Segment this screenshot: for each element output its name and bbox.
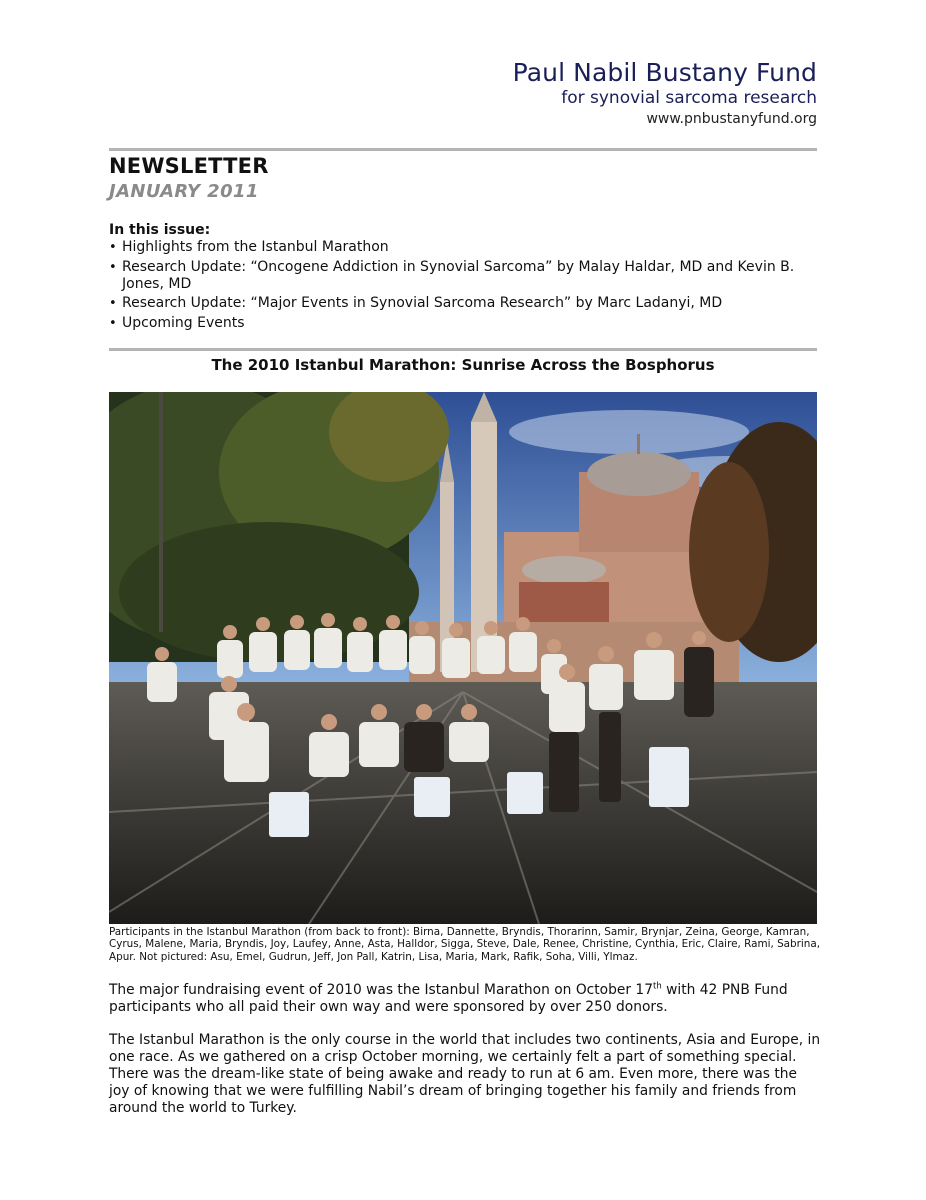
bullet-icon: • bbox=[109, 315, 117, 331]
org-name: Paul Nabil Bustany Fund bbox=[512, 58, 817, 87]
list-item bbox=[109, 315, 809, 332]
issue-item-text: Upcoming Events bbox=[122, 314, 245, 331]
paragraph-text: The major fundraising event of 2010 was the Istanbul Marathon on October 17 bbox=[109, 982, 653, 998]
marathon-group-photo bbox=[109, 392, 817, 924]
list-item bbox=[109, 295, 809, 312]
photo-caption: Participants in the Istanbul Marathon (from back to front): Birna, Dannette, Bryndis, Thorarinn, Samir, Brynjar, Zeina, George, Kamran, Cyrus, Malene, Maria, Bryndis, Joy, Laufey, Anne, Asta, Halldor, Sigga, Steve, Dale, Renee, Christine, Cynthia, Eric, Claire, Rami, Sabrina, Apur. Not pictured: Asu, Emel, Gudrun, Jeff, Jon Pall, Katrin, Lisa, Maria, Mark, Rafik, Soha, Villi, Ylmaz. bbox=[109, 926, 821, 963]
bullet-icon: • bbox=[109, 259, 117, 275]
header-divider bbox=[109, 148, 817, 151]
issue-item-text: Highlights from the Istanbul Marathon bbox=[122, 239, 389, 255]
list-item bbox=[109, 239, 809, 256]
article-title: The 2010 Istanbul Marathon: Sunrise Across the Bosphorus bbox=[211, 356, 715, 374]
issue-item-text: Research Update: “Oncogene Addiction in Synovial Sarcoma” by Malay Haldar, MD and Kevin B. Jones, MD bbox=[122, 258, 795, 292]
article-paragraph-1 bbox=[109, 982, 821, 1016]
bullet-icon: • bbox=[109, 240, 117, 255]
in-this-issue-heading: In this issue: bbox=[109, 222, 211, 238]
paragraph-text: with 42 PNB Fund participants who all paid their own way and were sponsored by over 250 donors. bbox=[109, 982, 788, 1015]
ordinal-suffix: th bbox=[652, 981, 662, 992]
org-url[interactable]: www.pnbustanyfund.org bbox=[646, 111, 817, 127]
in-this-issue-list bbox=[109, 239, 809, 334]
newsletter-title: NEWSLETTER bbox=[109, 154, 269, 178]
section-divider bbox=[109, 348, 817, 351]
article-paragraph-2: The Istanbul Marathon is the only course in the world that includes two continents, Asia and Europe, in one race. As we gathered on a crisp October morning, we certainly felt a part of something special. There was the dream-like state of being awake and ready to run at 6 am. Even more, there was the joy of knowing that we were fulfilling Nabil’s dream of bringing together his family and friends from around the world to Turkey. bbox=[109, 1032, 821, 1116]
org-header bbox=[513, 58, 817, 130]
issue-item-text: Research Update: “Major Events in Synovial Sarcoma Research” by Marc Ladanyi, MD bbox=[122, 295, 723, 312]
org-tagline: for synovial sarcoma research bbox=[561, 88, 817, 108]
bullet-icon: • bbox=[109, 296, 117, 312]
list-item bbox=[109, 259, 809, 293]
newsletter-date: JANUARY 2011 bbox=[109, 181, 259, 202]
